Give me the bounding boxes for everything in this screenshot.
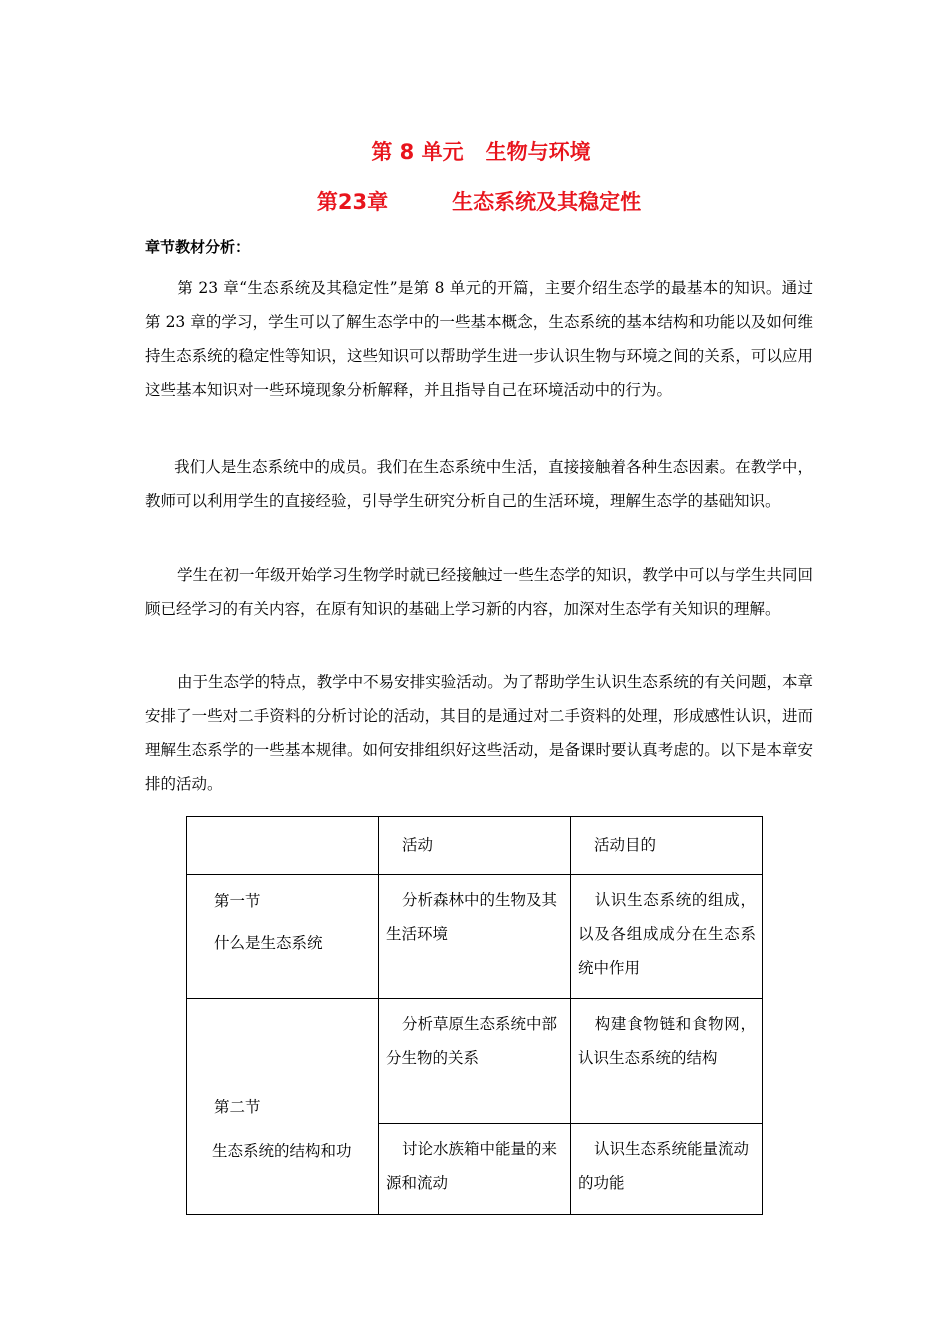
paragraph-3 (145, 558, 813, 626)
section2-purpose-2-text: 认识生态系统能量流动的功能 (578, 1140, 750, 1192)
section2-subtitle: 生态系统的结构和功 (212, 1142, 352, 1160)
section2-activity-2-text: 讨论水族箱中能量的来源和流动 (386, 1140, 558, 1192)
section2-activity-1 (386, 1007, 564, 1075)
unit-number: 第 8 单元 (371, 140, 464, 164)
chapter-name: 生态系统及其稳定性 (452, 190, 642, 214)
section2-activity-2 (386, 1132, 564, 1200)
section1-activity (386, 883, 564, 951)
chapter-number: 第23章 (316, 190, 389, 214)
section1-purpose (578, 883, 756, 985)
activity-table (186, 816, 763, 1215)
section1-name: 第一节 (214, 892, 261, 910)
section1-activity-text: 分析森林中的生物及其生活环境 (386, 891, 558, 943)
section2-purpose-1 (578, 1007, 756, 1075)
unit-title (6, 136, 950, 166)
paragraph-3-text: 学生在初一年级开始学习生物学时就已经接触过一些生态学的知识，教学中可以与学生共同回顾已经学习的有关内容，在原有知识的基础上学习新的内容，加深对生态学有关知识的理解。 (145, 566, 813, 618)
unit-name: 生物与环境 (485, 140, 591, 164)
header-activity: 活动 (402, 836, 434, 854)
paragraph-4-text: 由于生态学的特点，教学中不易安排实验活动。为了帮助学生认识生态系统的有关问题，本章安排了一些对二手资料的分析讨论的活动，其目的是通过对二手资料的处理，形成感性认识，进而理解生态系学的一些基本规律。如何安排组织好这些活动，是备课时要认真考虑的。以下是本章安排的活动。 (145, 673, 813, 793)
paragraph-1-text: 第 23 章“生态系统及其稳定性”是第 8 单元的开篇，主要介绍生态学的最基本的知识。通过第 23 章的学习，学生可以了解生态学中的一些基本概念，生态系统的基本结构和功能以及如何维持生态系统的稳定性等知识，这些知识可以帮助学生进一步认识生物与环境之间的关系，可以应用这些基本知识对一些环境现象分析解释，并且指导自己在环境活动中的行为。 (145, 279, 813, 399)
section2-name: 第二节 (214, 1098, 261, 1116)
section2-purpose-2 (578, 1132, 756, 1200)
chapter-title (4, 186, 950, 216)
section1-subtitle: 什么是生态系统 (214, 934, 323, 952)
header-purpose: 活动目的 (594, 836, 657, 854)
section1-purpose-text: 认识生态系统的组成，以及各组成成分在生态系统中作用 (578, 891, 756, 977)
section2-purpose-1-text: 构建食物链和食物网，认识生态系统的结构 (578, 1015, 756, 1067)
section-heading: 章节教材分析： (145, 238, 251, 256)
paragraph-1 (145, 271, 813, 407)
section2-activity-1-text: 分析草原生态系统中部分生物的关系 (386, 1015, 558, 1067)
paragraph-2 (145, 450, 813, 518)
paragraph-4 (145, 665, 813, 801)
paragraph-2-text: 我们人是生态系统中的成员。我们在生态系统中生活，直接接触着各种生态因素。在教学中，教师可以利用学生的直接经验，引导学生研究分析自己的生活环境，理解生态学的基础知识。 (145, 458, 813, 510)
